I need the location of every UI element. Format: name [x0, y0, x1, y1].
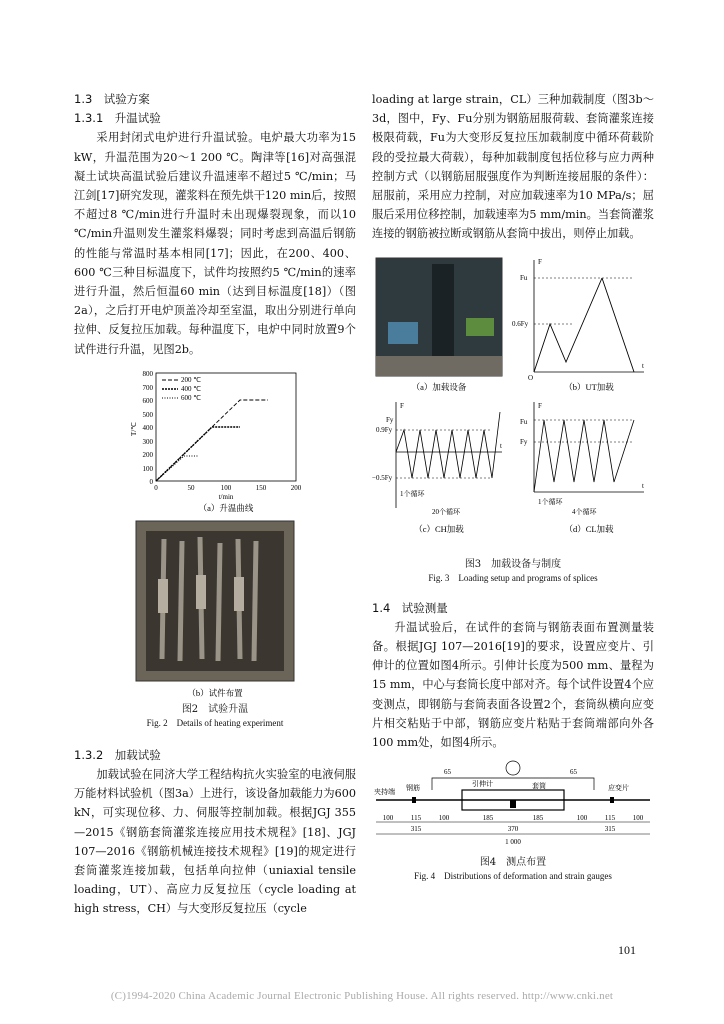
svg-text:185: 185: [532, 814, 544, 823]
svg-text:185: 185: [482, 814, 494, 823]
fig2-caption-cn: 图2 试验升温: [181, 703, 249, 715]
fig4-label-ext: 引伸计: [472, 780, 493, 789]
svg-text:800: 800: [142, 369, 153, 378]
svg-text:O: O: [528, 373, 534, 382]
svg-text:Fu: Fu: [520, 273, 528, 282]
fig2a-caption: （a）升温曲线: [198, 502, 254, 513]
fig4-label-rebar: 钢筋: [406, 784, 420, 793]
fig4-caption-en: Fig. 4 Distributions of deformation and strain gauges: [414, 871, 612, 882]
svg-text:100: 100: [142, 464, 153, 473]
svg-text:0: 0: [154, 483, 158, 492]
fig4-caption-cn: 图4 测点布置: [479, 857, 547, 869]
svg-text:600 ℃: 600 ℃: [181, 393, 202, 402]
fig3a-photo: [376, 258, 502, 376]
copyright-footer: (C)1994-2020 China Academic Journal Electronic Publishing House. All rights reserved. http://www.cnki.net: [110, 990, 614, 1002]
fig2a-heating-curve: [74, 365, 356, 513]
svg-text:1个循环: 1个循环: [538, 497, 563, 506]
svg-text:370: 370: [507, 825, 519, 834]
fig3d-cl-chart: [520, 402, 644, 516]
fig2a-legend: [162, 376, 201, 402]
fig2a-ylabel: T/℃: [130, 421, 138, 436]
fig3c-ch-chart: [372, 402, 502, 516]
fig2b-caption: （b）试件布置: [187, 687, 243, 698]
svg-text:0.6Fy: 0.6Fy: [512, 319, 529, 328]
fig3-caption-en: Fig. 3 Loading setup and programs of splices: [428, 572, 598, 583]
svg-text:115: 115: [604, 814, 616, 823]
svg-text:t: t: [642, 361, 644, 370]
fig3c-caption: （c）CH加载: [414, 523, 464, 534]
svg-text:300: 300: [142, 437, 153, 446]
paragraph-loading: 加载试验在同济大学工程结构抗火实验室的电液伺服万能材料试验机（图3a）上进行，该设备加载能力为600 kN，可实现位移、力、伺服等控制加载。根据JGJ 355—2015《钢筋套筒灌浆连接应用技术规程》[18]、JGJ 107—2016《钢筋机械连接技术规程》[19]的规定进行套筒灌浆连接加载，包括单向拉伸（uniaxial tensile loading，UT）、高应力反复拉压（cycle loading at high stress，CH）与大变形反复拉压（cycle: [74, 768, 356, 916]
paragraph-loading-cont: loading at large strain，CL）三种加载制度（图3b～3d，图中，Fy、Fu分别为钢筋屈服荷载、套筒灌浆连接极限荷载，Fu为大变形反复拉压加载制度中循环荷载阶段的受拉最大荷载），每种加载制度包括位移与应力两种控制方式（以钢筋屈服强度作为判断连接屈服的条件）：屈服前，采用应力控制，对应加载速率为10 MPa/s；屈服后采用位移控制，加载速率为5 mm/min。当套筒灌浆连接的钢筋被拉断或钢筋从套筒中拔出，则停止加载。: [372, 93, 654, 241]
fig2a-line-600: [156, 400, 268, 481]
svg-text:20个循环: 20个循环: [432, 507, 460, 516]
fig3b-ut-chart: [512, 258, 644, 382]
svg-text:65: 65: [444, 768, 451, 777]
svg-text:600: 600: [142, 396, 153, 405]
svg-text:0: 0: [149, 477, 153, 486]
svg-text:200: 200: [142, 450, 153, 459]
svg-text:F: F: [538, 257, 542, 266]
fig4-label-sleeve: 套筒: [532, 782, 546, 791]
svg-text:115: 115: [410, 814, 422, 823]
fig2-caption-en: Fig. 2 Details of heating experiment: [146, 717, 284, 728]
svg-text:F: F: [400, 401, 404, 410]
svg-text:100: 100: [438, 814, 450, 823]
svg-text:500: 500: [142, 410, 153, 419]
fig3d-caption: （d）CL加载: [564, 523, 614, 534]
paragraph-heating: 采用封闭式电炉进行升温试验。电炉最大功率为15 kW，升温范围为20～1 200 ℃。陶津等[16]对高强混凝土试块高温试验后建议升温速率不超过5 ℃/min；马江剑[17]研究发现，灌浆料在预先烘干120 min后，按照不超过8 ℃/min进行升温时未出现爆裂现象，而以10 ℃/min升温则发生灌浆料爆裂；同时考虑到高温后钢筋的性能与常温时基本相同[17]；因此，在200、400、600 ℃三种目标温度下，试件均按照约5 ℃/min的速率进行升温，然后恒温60 min（达到目标温度[18]）（图2a），之后打开电炉顶盖冷却至室温，取出分别进行单向拉伸、反复拉压加载。每种温度下，电炉中同时放置9个试件进行升温，见图2b。: [74, 131, 356, 356]
fig3-caption-cn: 图3 加载设备与制度: [464, 558, 562, 570]
fig3-loading-setup: [372, 252, 654, 558]
svg-text:50: 50: [187, 483, 195, 492]
svg-text:0.9Fy: 0.9Fy: [376, 425, 393, 434]
fig2a-axes: [130, 370, 302, 501]
fig2b-specimen-photo: [74, 519, 356, 703]
fig3b-caption: （b）UT加载: [564, 381, 614, 392]
section-heading-1-3: 1.3 试验方案: [74, 92, 150, 106]
section-heading-1-4: 1.4 试验测量: [372, 600, 448, 615]
svg-text:1个循环: 1个循环: [400, 489, 425, 498]
svg-text:100: 100: [576, 814, 588, 823]
fig4-label-clamp: 夹持端: [374, 788, 395, 797]
fig2a-line-400: [156, 427, 240, 481]
svg-text:Fy: Fy: [520, 437, 528, 446]
fig2a-xlabel: t/min: [218, 492, 234, 501]
svg-text:150: 150: [255, 483, 267, 492]
svg-text:700: 700: [142, 383, 153, 392]
svg-text:200: 200: [290, 483, 302, 492]
svg-text:1 000: 1 000: [505, 838, 521, 847]
svg-text:100: 100: [632, 814, 644, 823]
svg-text:t: t: [642, 481, 644, 490]
svg-text:F: F: [538, 401, 542, 410]
svg-text:Fu: Fu: [520, 417, 528, 426]
page-number: 101: [618, 943, 636, 957]
section-heading-1-3-1: 1.3.1 升温试验: [74, 111, 161, 126]
svg-text:100: 100: [382, 814, 394, 823]
svg-text:400 ℃: 400 ℃: [181, 384, 202, 393]
svg-text:65: 65: [570, 768, 577, 777]
svg-text:−0.5Fy: −0.5Fy: [372, 473, 393, 482]
fig4-gauge-layout: [372, 760, 654, 856]
fig3a-caption: （a）加载设备: [411, 381, 467, 392]
paragraph-measurement: 升温试验后，在试件的套筒与钢筋表面布置测量装备。根据JGJ 107—2016[19]的要求，设置应变片、引伸计的位置如图4所示。引伸计长度为500 mm、量程为15 mm，中心与套筒长度中部对齐。每个试件设置4个应变测点，即钢筋与套筒表面各设置2个，套筒纵横向应变片相交粘贴于中部，钢筋应变片粘贴于套筒端部向外各100 mm处，如图4所示。: [372, 620, 654, 750]
svg-text:400: 400: [142, 423, 153, 432]
left-column: [74, 90, 356, 919]
right-column: [372, 90, 654, 883]
section-heading-1-3-2: 1.3.2 加载试验: [74, 747, 161, 762]
svg-text:t: t: [500, 441, 502, 450]
svg-text:200 ℃: 200 ℃: [181, 375, 202, 384]
fig2a-line-200: [156, 456, 198, 481]
svg-text:4个循环: 4个循环: [572, 507, 597, 516]
fig4-label-gauge: 应变片: [608, 784, 629, 793]
svg-text:315: 315: [604, 825, 616, 834]
svg-text:100: 100: [220, 483, 232, 492]
svg-text:Fy: Fy: [386, 415, 394, 424]
svg-text:315: 315: [410, 825, 422, 834]
